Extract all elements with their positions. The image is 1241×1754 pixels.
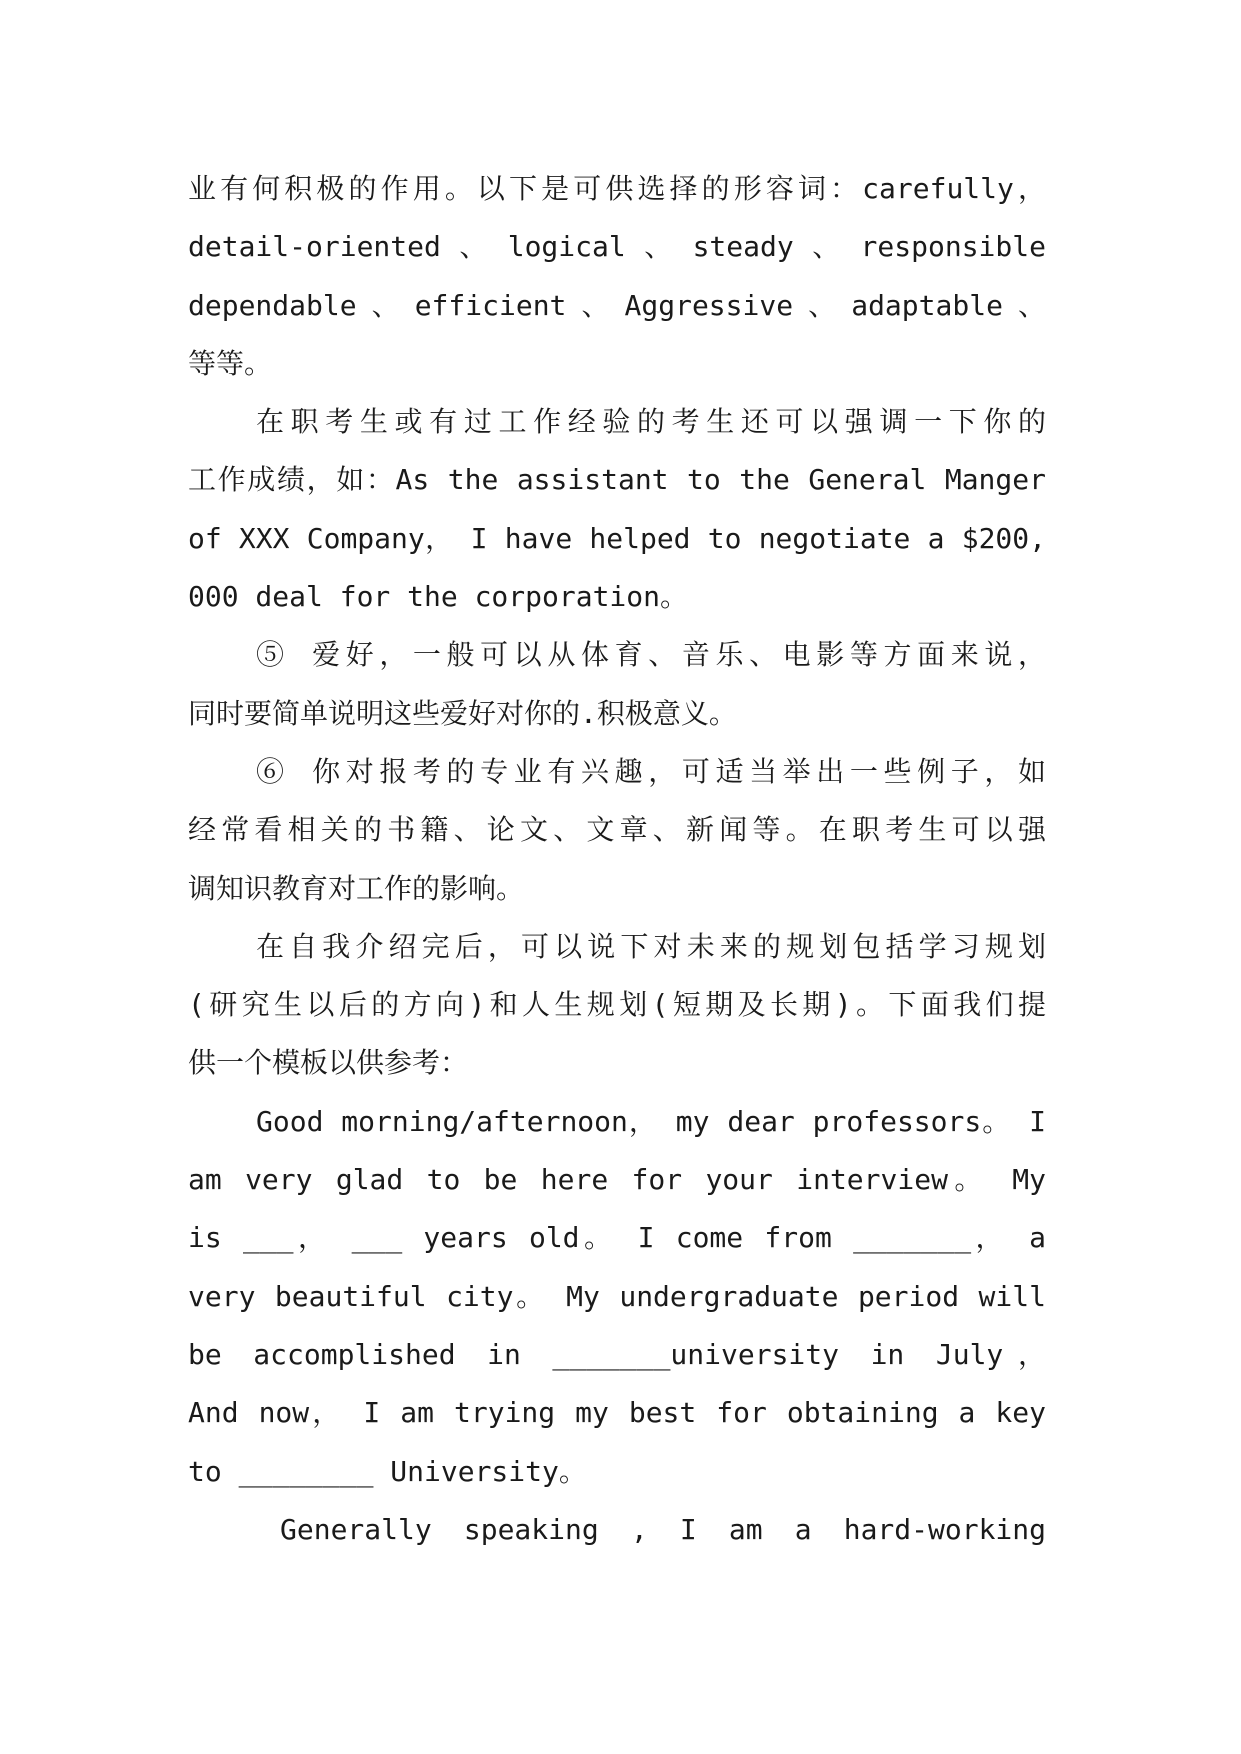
text-line: (研究生以后的方向)和人生规划(短期及长期)。下面我们提 (188, 988, 1046, 1022)
document-body (188, 160, 1046, 1559)
text-line: of XXX Company， I have helped to negotiate a $200, (188, 521, 1046, 555)
text-line: 同时要简单说明这些爱好对你的.积极意义。 (188, 696, 737, 730)
text-line: 经常看相关的书籍、论文、文章、新闻等。在职考生可以强 (188, 813, 1046, 847)
text-line: ⑤ 爱好，一般可以从体育、音乐、电影等方面来说， (256, 638, 1046, 672)
text-line: 供一个模板以供参考： (188, 1046, 469, 1080)
text-line: to ________ University。 (188, 1454, 587, 1488)
text-line: And now， I am trying my best for obtaining a key (188, 1396, 1046, 1430)
text-line: Generally speaking , I am a hard-working (280, 1512, 1046, 1546)
text-line: 调知识教育对工作的影响。 (188, 871, 525, 905)
text-line: 在自我介绍完后，可以说下对未来的规划包括学习规划 (256, 929, 1046, 963)
text-line: Good morning/afternoon， my dear professors。 I (256, 1104, 1046, 1138)
text-line: very beautiful city。 My undergraduate period will (188, 1279, 1046, 1313)
text-line: 在职考生或有过工作经验的考生还可以强调一下你的 (256, 405, 1046, 439)
text-line: 等等。 (188, 346, 273, 380)
text-line: be accomplished in _______university in July， (188, 1337, 1046, 1371)
text-line: 工作成绩，如：As the assistant to the General Manger (188, 463, 1046, 497)
text-line: ⑥ 你对报考的专业有兴趣，可适当举出一些例子，如 (256, 754, 1046, 788)
text-line: is ___， ___ years old。 I come from _______， a (188, 1221, 1046, 1255)
text-line: 000 deal for the corporation。 (188, 580, 689, 614)
text-line: 业有何积极的作用。以下是可供选择的形容词：carefully， (188, 172, 1046, 205)
text-line: dependable、efficient、Aggressive、adaptable、 (188, 288, 1046, 322)
text-line: detail-oriented 、 logical 、 steady 、 responsible (188, 230, 1046, 264)
text-line: am very glad to be here for your interview。 My (188, 1163, 1046, 1197)
